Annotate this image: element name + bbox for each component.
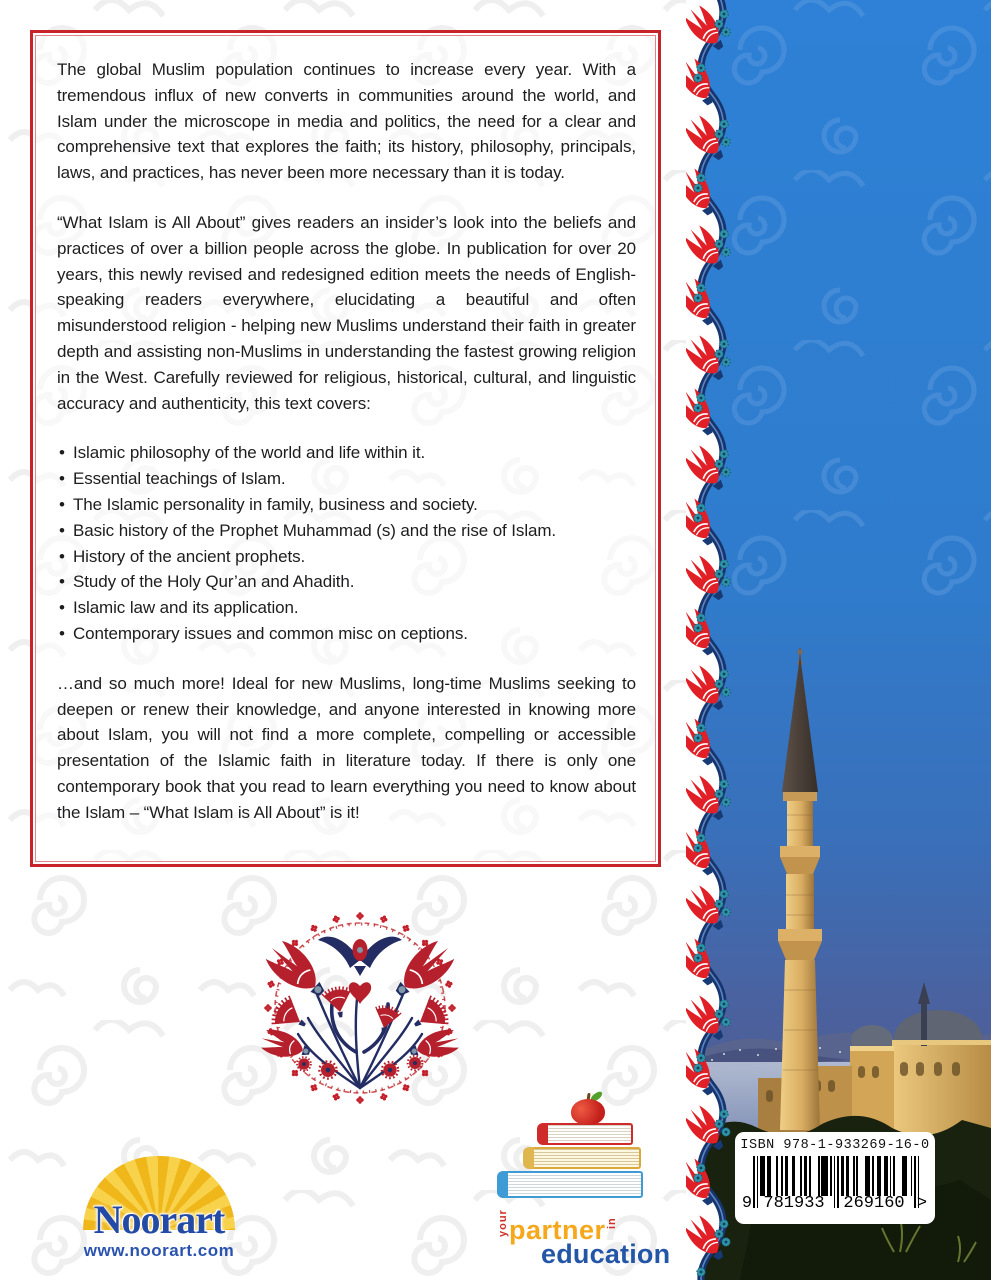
list-item-text: Study of the Holy Qur’an and Ahadith. [73, 572, 355, 592]
noorart-wordmark: Noorart [93, 1197, 225, 1242]
bullet-icon: • [59, 546, 65, 566]
partner-in-education-logo [497, 1093, 669, 1267]
bullet-icon: • [59, 443, 65, 463]
floral-medallion-icon [260, 908, 460, 1108]
partner-word-partner: partner [509, 1215, 606, 1245]
noorart-url: www.noorart.com [83, 1241, 235, 1260]
description-box [30, 30, 661, 867]
barcode-digit-group: 269160 [843, 1194, 905, 1213]
tulip-border-icon [686, 0, 748, 1280]
list-item-text: Islamic law and its application. [73, 598, 299, 618]
barcode-digits [740, 1194, 930, 1213]
list-item-text: Basic history of the Prophet Muhammad (s) and the rise of Islam. [73, 520, 557, 540]
barcode-digit-group: 781933 [763, 1194, 825, 1213]
partner-word-education: education [541, 1239, 671, 1269]
books-icon [497, 1123, 669, 1198]
list-item [59, 595, 636, 621]
noorart-logo [56, 1156, 262, 1261]
barcode-digit-group: 9 [741, 1194, 753, 1213]
topics-list [59, 440, 636, 646]
list-item-text: Islamic philosophy of the world and life within it. [73, 443, 426, 463]
description-closing: …and so much more! Ideal for new Muslims, long-time Muslims seeking to deepen or renew their knowledge, and anyone interested in knowing more about Islam, you will not find a more complete, compelling or accessible presentation of the Islamic faith in literature today. If there is only one contemporary book that you read to learn everything you need to know about the Islam – “What Islam is All About” is it! [57, 673, 636, 822]
list-item-text: The Islamic personality in family, business and society. [73, 494, 478, 514]
partner-word-your: your [497, 1209, 509, 1237]
list-item [59, 518, 636, 544]
list-item-text: Essential teachings of Islam. [73, 469, 286, 489]
apple-icon [571, 1093, 605, 1125]
bullet-icon: • [59, 598, 65, 618]
list-item [59, 544, 636, 570]
isbn-barcode [735, 1132, 935, 1224]
bullet-icon: • [59, 572, 65, 592]
bullet-icon: • [59, 469, 65, 489]
list-item [59, 440, 636, 466]
bullet-icon: • [59, 623, 65, 643]
list-item [59, 621, 636, 647]
bullet-icon: • [59, 520, 65, 540]
list-item-text: History of the ancient prophets. [73, 546, 306, 566]
description-paragraph-2: “What Islam is All About” gives readers an insider’s look into the beliefs and practices of over a billion people across the globe. In publication for over 20 years, this newly revised and redesigned edition meets the needs of English-speaking readers everywhere, elucidating a beautiful and often misunderstood religion - helping new Muslims understand their faith in greater depth and assisting non-Muslims in understanding the fastest growing religion in the West. Carefully reviewed for religious, historical, cultural, and linguistic accuracy and authenticity, this text covers: [57, 212, 636, 413]
description-paragraph-1: The global Muslim population continues to increase every year. With a tremendous influx of new converts in communities around the world, and Islam under the microscope in media and politics, the need for a clear and comprehensive text that explores the faith; its history, philosophy, principals, laws, and practices, has never been more necessary than it is today. [57, 60, 636, 183]
list-item [59, 569, 636, 595]
list-item-text: Contemporary issues and common misc on ceptions. [73, 623, 468, 643]
list-item [59, 492, 636, 518]
barcode-chevron: > [916, 1194, 928, 1213]
list-item [59, 466, 636, 492]
partner-word-in: in [605, 1217, 618, 1229]
isbn-label: ISBN 978-1-933269-16-0 [740, 1138, 930, 1153]
bullet-icon: • [59, 494, 65, 514]
barcode-bars [740, 1156, 930, 1214]
partner-logo-text [497, 1202, 669, 1267]
